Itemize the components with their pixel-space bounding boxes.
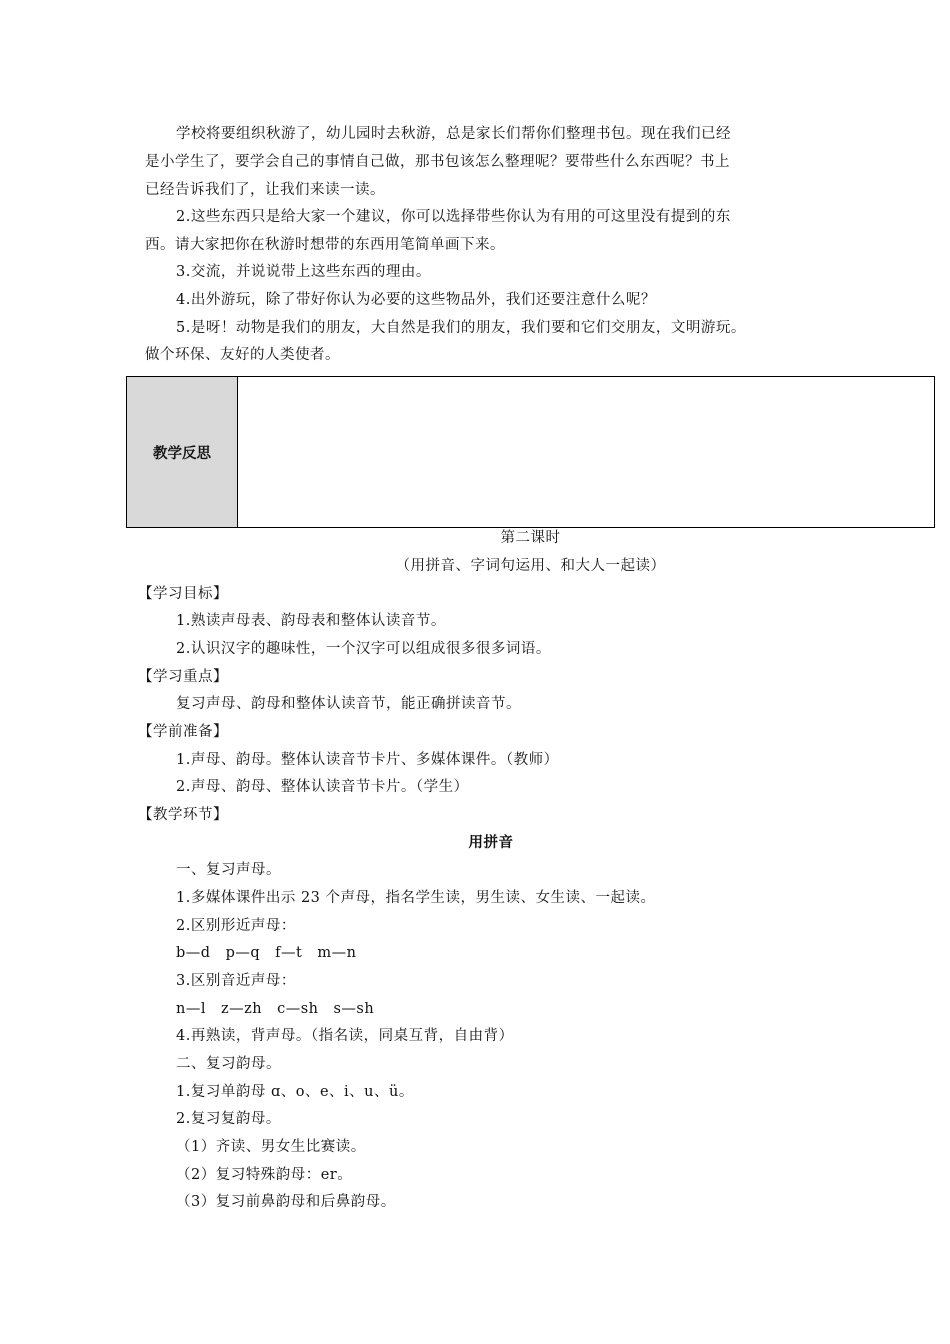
step-item: （3）复习前鼻韵母和后鼻韵母。 [176,1194,396,1210]
intro-line: 是小学生了，要学会自己的事情自己做，那书包该怎么整理呢？要带些什么东西呢？书上 [145,154,730,170]
focus-heading: 【学习重点】 [138,669,228,685]
focus-text: 复习声母、韵母和整体认读音节，能正确拼读音节。 [176,696,521,712]
lesson-subtitle: （用拼音、字词句运用、和大人一起读） [395,558,666,574]
step-item: 2.复习复韵母。 [176,1111,281,1127]
intro-line: 2.这些东西只是给大家一个建议，你可以选择带些你认为有用的可这里没有提到的东 [176,209,731,225]
intro-line: 已经告诉我们了，让我们来读一读。 [145,182,385,198]
lesson-title: 第二课时 [500,530,561,546]
goals-heading: 【学习目标】 [138,586,228,602]
reflection-label: 教学反思 [127,377,238,527]
intro-line: 西。请大家把你在秋游时想带的东西用笔简单画下来。 [145,237,505,253]
step-item: （2）复习特殊韵母：er。 [176,1167,353,1183]
step-item: b—d p—q f—t m—n [176,945,357,961]
prep-item: 2.声母、韵母、整体认读音节卡片。（学生） [176,779,469,795]
step-item: 二、复习韵母。 [176,1056,281,1072]
reflection-table [126,376,935,528]
step-item: 一、复习声母。 [176,862,281,878]
intro-line: 4.出外游玩，除了带好你认为必要的这些物品外，我们还要注意什么呢？ [176,292,656,308]
intro-line: 做个环保、友好的人类使者。 [145,347,340,363]
step-item: （1）齐读、男女生比赛读。 [176,1139,366,1155]
intro-line: 学校将要组织秋游了，幼儿园时去秋游，总是家长们帮你们整理书包。现在我们已经 [176,126,731,142]
step-item: 1.复习单韵母 ɑ、o、e、i、u、ü。 [176,1084,414,1100]
goal-item: 2.认识汉字的趣味性，一个汉字可以组成很多很多词语。 [176,641,551,657]
intro-line: 5.是呀！动物是我们的朋友，大自然是我们的朋友，我们要和它们交朋友，文明游玩。 [176,320,746,336]
step-item: 4.再熟读，背声母。（指名读，同桌互背，自由背） [176,1028,514,1044]
step-item: n—l z—zh c—sh s—sh [176,1001,375,1017]
section-title: 用拼音 [468,835,514,851]
prep-item: 1.声母、韵母。整体认读音节卡片、多媒体课件。（教师） [176,752,559,768]
goal-item: 1.熟读声母表、韵母表和整体认读音节。 [176,613,446,629]
prep-heading: 【学前准备】 [138,724,228,740]
step-item: 1.多媒体课件出示 23 个声母，指名学生读，男生读、女生读、一起读。 [176,890,656,906]
step-item: 3.区别音近声母： [176,973,296,989]
reflection-content [238,377,934,527]
steps-heading: 【教学环节】 [138,807,228,823]
step-item: 2.区别形近声母： [176,918,296,934]
intro-line: 3.交流，并说说带上这些东西的理由。 [176,264,431,280]
